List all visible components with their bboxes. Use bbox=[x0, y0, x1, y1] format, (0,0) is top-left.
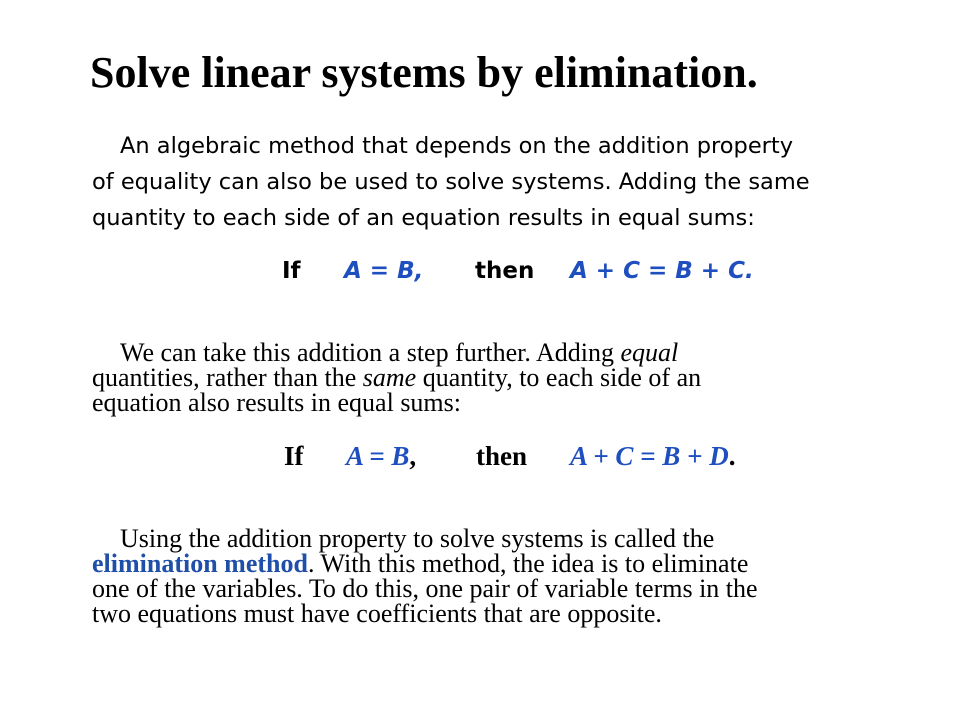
emphasis-same: same bbox=[362, 363, 417, 392]
paragraph-line: equation also results in equal sums: bbox=[92, 388, 462, 417]
paragraph-line-text: quantities, rather than the bbox=[92, 363, 363, 392]
formula-period: . bbox=[728, 441, 736, 471]
paragraph-line bbox=[92, 365, 932, 390]
formula-conclusion: A + C = B + D bbox=[570, 441, 729, 471]
paragraph-line bbox=[92, 340, 932, 365]
paragraph-line: of equality can also be used to solve systems. Adding the same bbox=[92, 169, 810, 195]
formula-then-label: then bbox=[475, 258, 535, 284]
paragraph-line-text: quantity, to each side of an bbox=[416, 363, 702, 392]
key-term-elimination-method: elimination method bbox=[92, 549, 308, 578]
formula-premise: A = B bbox=[346, 441, 410, 471]
paragraph-equal-quantities bbox=[92, 340, 932, 415]
paragraph-addition-property bbox=[92, 128, 922, 236]
emphasis-equal: equal bbox=[620, 338, 679, 367]
formula-conclusion-wrap bbox=[570, 440, 735, 472]
paragraph-line-text: . With this method, the idea is to eliminate bbox=[307, 549, 749, 578]
formula-conclusion: A + C = B + C. bbox=[570, 258, 754, 284]
slide-title: Solve linear systems by elimination. bbox=[90, 48, 758, 97]
paragraph-line bbox=[92, 128, 922, 164]
formula-comma: , bbox=[409, 441, 417, 471]
formula-premise: A = B, bbox=[344, 258, 424, 284]
paragraph-line-text: Using the addition property to solve systems is called the bbox=[120, 524, 715, 553]
formula-premise-wrap bbox=[346, 440, 416, 472]
paragraph-line-text: We can take this addition a step further. Adding bbox=[120, 338, 621, 367]
paragraph-line: one of the variables. To do this, one pair of variable terms in the bbox=[92, 574, 758, 603]
paragraph-line: quantity to each side of an equation results in equal sums: bbox=[92, 205, 755, 231]
formula-if-label: If bbox=[284, 441, 304, 471]
formula-if-label: If bbox=[282, 258, 301, 284]
paragraph-line bbox=[92, 526, 932, 551]
paragraph-line bbox=[92, 551, 932, 576]
formula-then-label: then bbox=[476, 441, 528, 471]
paragraph-elimination-method bbox=[92, 526, 932, 626]
paragraph-line-text: An algebraic method that depends on the addition property bbox=[120, 133, 794, 159]
paragraph-line: two equations must have coefficients that are opposite. bbox=[92, 599, 662, 628]
